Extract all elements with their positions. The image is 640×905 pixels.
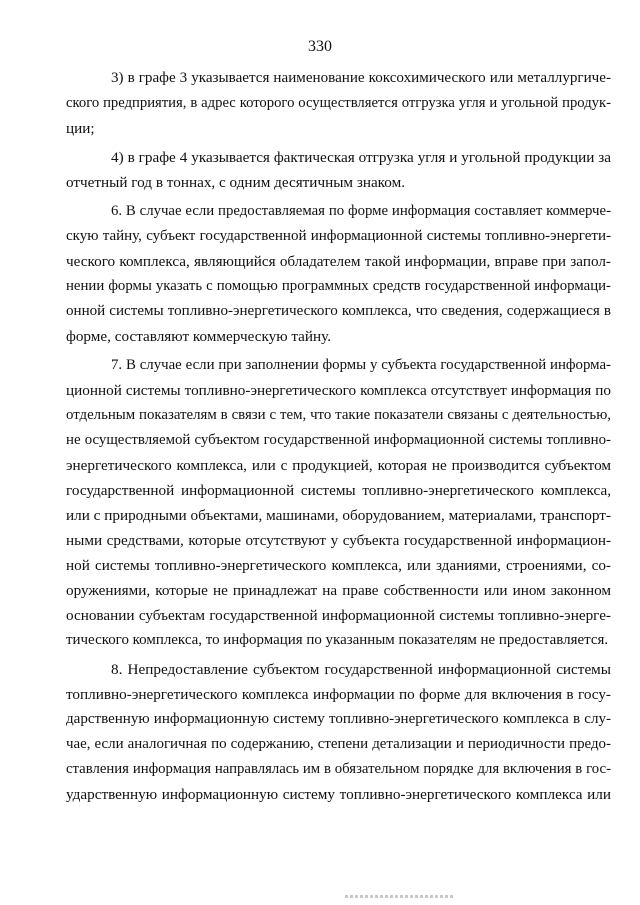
text-line: 8. Непредоставление субъектом государственной информационной системы <box>111 661 611 678</box>
text-line: топливно-энергетического комплекса информации по форме для включения в госу- <box>66 686 611 703</box>
paragraph-item-4 <box>66 145 611 195</box>
text-line: ставления информация направлялась им в обязательном порядке для включения в гос- <box>66 761 611 777</box>
text-line: ции; <box>66 120 95 137</box>
text-line: 7. В случае если при заполнении формы у субъекта государственной информа- <box>111 357 611 373</box>
text-line: чае, если аналогичная по содержанию, степени детализации и периодичности предо- <box>66 736 611 752</box>
text-line: скую тайну, субъект государственной информационной системы топливно-энергети- <box>66 228 611 244</box>
paragraph-section-7 <box>66 353 611 653</box>
text-line: ционной системы топливно-энергетического комплекса отсутствует информация по <box>66 382 611 399</box>
text-line: 3) в графе 3 указывается наименование коксохимического или металлургиче- <box>111 70 611 86</box>
paragraph-section-8 <box>66 657 611 807</box>
text-line: тического комплекса, то информация по указанным показателям не предоставляется. <box>66 632 609 648</box>
text-line: форме, составляют коммерческую тайну. <box>66 328 332 345</box>
paragraph-item-3 <box>66 66 611 141</box>
text-line: основании субъектам государственной информационной системы топливно-энерге- <box>66 607 611 624</box>
text-line: ной системы топливно-энергетического комплекса, или зданиями, строениями, со- <box>66 557 611 574</box>
scan-artifact <box>345 895 455 898</box>
text-line: оружениями, которые не принадлежат на праве собственности или ином законном <box>66 582 611 599</box>
text-line: или с природными объектами, машинами, оборудованием, материалами, транспорт- <box>66 507 611 524</box>
text-line: не осуществляемой субъектом государственной информационной системы топливно- <box>66 432 611 448</box>
text-line: отчетный год в тоннах, с одним десятичным знаком. <box>66 174 406 191</box>
page-number: 330 <box>308 38 332 55</box>
paragraph-section-6 <box>66 199 611 349</box>
text-line: онной системы топливно-энергетического комплекса, что сведения, содержащиеся в <box>66 303 611 319</box>
text-line: отдельным показателям в связи с тем, что такие показатели связаны с деятельностью, <box>66 407 611 423</box>
text-line: 4) в графе 4 указывается фактическая отгрузка угля и угольной продукции за <box>111 149 611 166</box>
text-line: ударственную информационную систему топливно-энергетического комплекса или <box>66 786 611 803</box>
text-line: государственной информационной системы топливно-энергетического комплекса, <box>66 482 611 499</box>
document-body <box>66 66 611 807</box>
text-line: энергетического комплекса, или с продукцией, которая не производится субъектом <box>66 457 611 474</box>
text-line: ными средствами, которые отсутствуют у субъекта государственной информацион- <box>66 532 611 549</box>
text-line: ского предприятия, в адрес которого осуществляется отгрузка угля и угольной продук- <box>66 95 611 111</box>
text-line: дарственную информационную систему топливно-энергетического комплекса в слу- <box>66 711 611 727</box>
text-line: 6. В случае если предоставляемая по форме информация составляет коммерче- <box>111 203 611 219</box>
text-line: нении формы указать с помощью программных средств государственной информаци- <box>66 278 611 294</box>
text-line: ческого комплекса, являющийся обладателем такой информации, вправе при запол- <box>66 253 611 270</box>
